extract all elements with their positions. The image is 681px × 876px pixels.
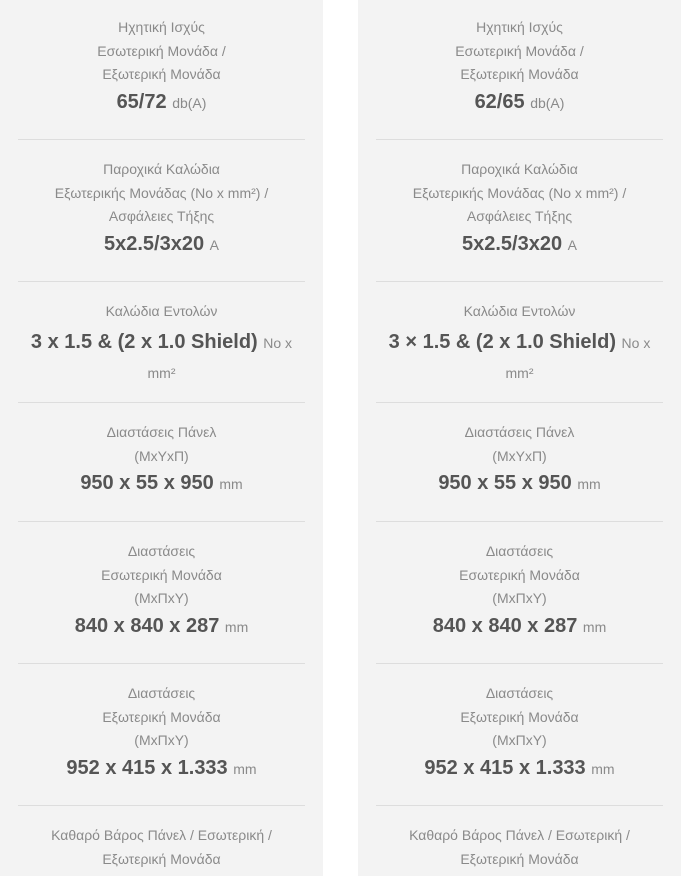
- spec-value-text: 950 x 55 x 950: [438, 472, 572, 495]
- spec-row-panel-dimensions: [376, 402, 663, 499]
- spec-unit: mm: [591, 760, 615, 777]
- spec-row-sound-power: [376, 16, 663, 118]
- spec-label: Εσωτερική Μονάδα: [101, 566, 222, 583]
- spec-label: Διαστάσεις Πάνελ: [106, 424, 217, 440]
- spec-row-control-cables: [376, 281, 663, 388]
- spec-value-text: 840 x 840 x 287: [74, 614, 220, 637]
- spec-value: [18, 327, 305, 358]
- spec-label: Ασφάλειες Τήξης: [108, 208, 215, 225]
- spec-label: Καλώδια Εντολών: [463, 303, 576, 319]
- spec-label: (ΜxΠxΥ): [134, 590, 189, 607]
- spec-unit: mm²: [147, 364, 176, 381]
- spec-column-right: [358, 0, 681, 876]
- spec-label: Εσωτερική Μονάδα: [459, 566, 580, 583]
- spec-label: Διαστάσεις Πάνελ: [464, 424, 575, 440]
- spec-row-sound-power: [18, 16, 305, 118]
- spec-label: Εξωτερική Μονάδα: [102, 850, 221, 867]
- spec-unit: A: [209, 236, 219, 253]
- spec-unit: mm: [219, 476, 243, 493]
- spec-value: [18, 611, 305, 642]
- spec-value: [18, 229, 305, 260]
- spec-value: [376, 327, 663, 358]
- spec-label: Διαστάσεις: [127, 685, 196, 701]
- spec-value: [18, 87, 305, 118]
- spec-value-text: 840 x 840 x 287: [432, 614, 578, 637]
- spec-value-text: 62/65: [474, 90, 525, 113]
- spec-label: Διαστάσεις: [127, 543, 196, 559]
- spec-row-outdoor-dimensions: [376, 663, 663, 784]
- spec-unit: mm: [233, 760, 257, 777]
- spec-label: (ΜxΥxΠ): [134, 447, 189, 464]
- spec-value-text: 952 x 415 x 1.333: [66, 756, 228, 779]
- spec-label: Διαστάσεις: [485, 543, 554, 559]
- spec-unit: A: [567, 236, 577, 253]
- spec-row-supply-cables: [376, 139, 663, 260]
- spec-value-text: 952 x 415 x 1.333: [424, 756, 586, 779]
- spec-label: Καθαρό Βάρος Πάνελ / Εσωτερική /: [409, 827, 630, 843]
- spec-label: Εσωτερική Μονάδα /: [97, 42, 226, 59]
- spec-label: Ηχητική Ισχύς: [476, 19, 563, 35]
- spec-unit: No x: [263, 334, 293, 351]
- spec-label: Εσωτερική Μονάδα /: [455, 42, 584, 59]
- spec-value-text: 3 x 1.5 & (2 x 1.0 Shield): [30, 330, 258, 353]
- spec-label: Εξωτερική Μονάδα: [460, 850, 579, 867]
- spec-label: (ΜxΠxΥ): [134, 732, 189, 749]
- spec-label: Παροχικά Καλώδια: [103, 161, 220, 177]
- spec-value-text: 65/72: [116, 90, 167, 113]
- spec-label: Παροχικά Καλώδια: [461, 161, 578, 177]
- spec-label: (ΜxΥxΠ): [492, 447, 547, 464]
- spec-label: Εξωτερικής Μονάδας (Νο x mm²) /: [54, 184, 269, 201]
- spec-unit: mm: [224, 618, 249, 635]
- spec-value: [376, 468, 663, 499]
- spec-unit: mm: [577, 476, 601, 493]
- spec-label: (ΜxΠxΥ): [492, 732, 547, 749]
- spec-unit: mm²: [505, 364, 534, 381]
- spec-label: Καλώδια Εντολών: [105, 303, 218, 319]
- spec-row-supply-cables: [18, 139, 305, 260]
- spec-value: [376, 87, 663, 118]
- spec-label: Εξωτερική Μονάδα: [460, 66, 579, 83]
- spec-row-net-weight: [18, 805, 305, 871]
- spec-label: Διαστάσεις: [485, 685, 554, 701]
- spec-value-text: 950 x 55 x 950: [80, 472, 214, 495]
- spec-value-text: 3 × 1.5 & (2 x 1.0 Shield): [388, 330, 616, 353]
- spec-row-control-cables: [18, 281, 305, 388]
- spec-value: [18, 753, 305, 784]
- spec-label: Εξωτερική Μονάδα: [102, 66, 221, 83]
- spec-label: Εξωτερική Μονάδα: [460, 708, 579, 725]
- spec-label: (ΜxΠxΥ): [492, 590, 547, 607]
- spec-value-text: 5x2.5/3x20: [103, 232, 205, 255]
- spec-unit: db(A): [530, 94, 565, 111]
- spec-value: [376, 229, 663, 260]
- spec-label: Καθαρό Βάρος Πάνελ / Εσωτερική /: [51, 827, 272, 843]
- spec-column-left: [0, 0, 323, 876]
- spec-value-text: 5x2.5/3x20: [461, 232, 563, 255]
- spec-row-outdoor-dimensions: [18, 663, 305, 784]
- spec-label: Εξωτερικής Μονάδας (Νο x mm²) /: [412, 184, 627, 201]
- spec-unit: db(A): [172, 94, 207, 111]
- spec-value: [18, 468, 305, 499]
- spec-row-panel-dimensions: [18, 402, 305, 499]
- spec-label: Ηχητική Ισχύς: [118, 19, 205, 35]
- spec-label: Ασφάλειες Τήξης: [466, 208, 573, 225]
- spec-row-net-weight: [376, 805, 663, 871]
- spec-value: [376, 753, 663, 784]
- spec-row-indoor-dimensions: [376, 521, 663, 642]
- spec-row-indoor-dimensions: [18, 521, 305, 642]
- spec-unit: No x: [621, 334, 651, 351]
- spec-label: Εξωτερική Μονάδα: [102, 708, 221, 725]
- spec-value: [376, 611, 663, 642]
- spec-unit: mm: [582, 618, 607, 635]
